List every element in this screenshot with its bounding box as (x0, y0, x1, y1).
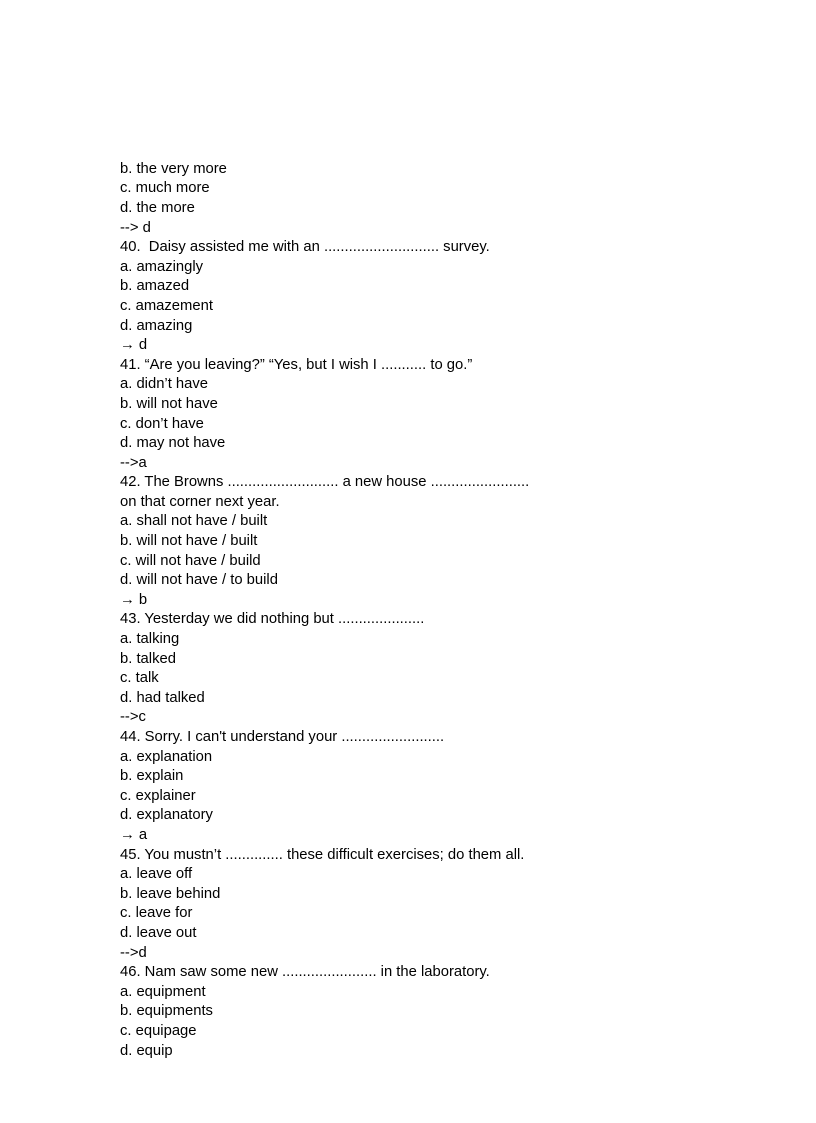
option-line: c. leave for (120, 905, 193, 922)
option-line: b. talked (120, 650, 176, 667)
option-line: a. leave off (120, 866, 193, 883)
answer-key-line: → b (120, 591, 148, 608)
option-line: d. equip (120, 1042, 173, 1059)
option-line: a. equipment (120, 983, 206, 1000)
answer-key-line: -->c (120, 709, 146, 726)
answer-key-line: → d (120, 337, 148, 354)
option-line: b. will not have (120, 395, 218, 412)
option-line: c. equipage (120, 1022, 197, 1039)
question-line: 40. Daisy assisted me with an ............................ survey. (120, 239, 490, 256)
text-continuation-line: on that corner next year. (120, 493, 280, 510)
option-line: d. will not have / to build (120, 572, 278, 589)
option-line: c. talk (120, 670, 159, 687)
option-line: d. had talked (120, 689, 205, 706)
option-line: a. talking (120, 631, 180, 648)
option-line: b. leave behind (120, 885, 221, 902)
option-line: d. explanatory (120, 807, 213, 824)
answer-key-line: --> d (120, 219, 151, 236)
option-line: d. amazing (120, 317, 193, 334)
option-line: b. equipments (120, 1003, 213, 1020)
option-line: a. shall not have / built (120, 513, 268, 530)
question-line: 41. “Are you leaving?” “Yes, but I wish I ........... to go.” (120, 356, 473, 373)
option-line: b. amazed (120, 278, 190, 295)
option-line: c. don’t have (120, 415, 204, 432)
question-line: 43. Yesterday we did nothing but ..................... (120, 611, 425, 628)
document-text-block (120, 101, 720, 1061)
answer-key-line: → a (120, 826, 148, 843)
answer-key-line: -->a (120, 454, 147, 471)
option-line: d. may not have (120, 435, 226, 452)
option-line: a. explanation (120, 748, 213, 765)
option-line: a. didn’t have (120, 376, 209, 393)
option-line: b. the very more (120, 160, 227, 177)
question-line: 44. Sorry. I can't understand your ......................... (120, 729, 445, 745)
option-line: c. will not have / build (120, 552, 261, 569)
option-line: a. amazingly (120, 258, 204, 275)
question-line: 45. You mustn’t .............. these difficult exercises; do them all. (120, 846, 525, 863)
option-line: b. will not have / built (120, 533, 258, 550)
option-line: d. leave out (120, 924, 197, 941)
option-line: c. much more (120, 180, 210, 197)
option-line: d. the more (120, 199, 195, 216)
option-line: c. amazement (120, 297, 213, 314)
question-line: 46. Nam saw some new ....................... in the laboratory. (120, 964, 490, 981)
question-line: 42. The Browns ........................... a new house ........................ (120, 474, 530, 491)
answer-key-line: -->d (120, 944, 147, 961)
option-line: b. explain (120, 768, 184, 785)
option-line: c. explainer (120, 787, 196, 804)
